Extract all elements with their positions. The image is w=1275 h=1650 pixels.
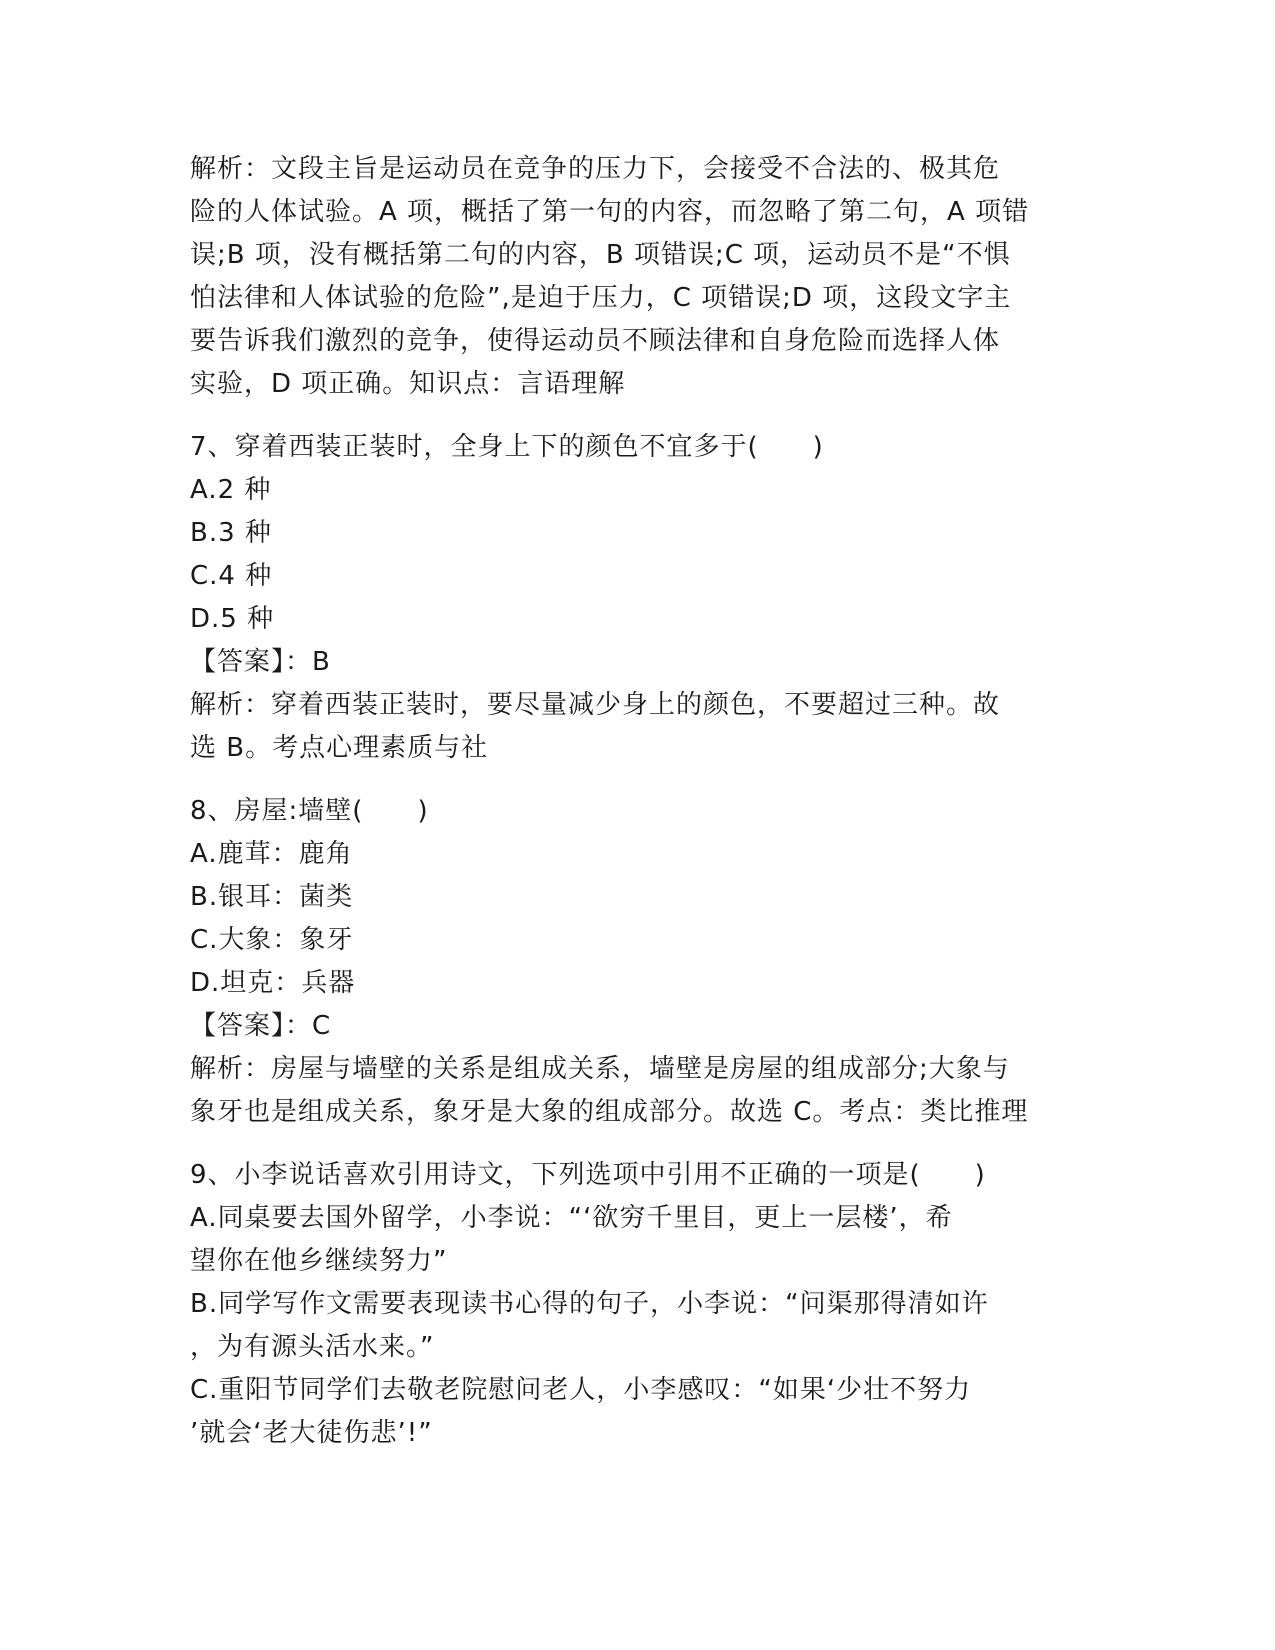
analysis-line: 选 B。考点心理素质与社 xyxy=(190,733,489,763)
option-c: C.4 种 xyxy=(190,561,273,591)
question-7 xyxy=(190,426,1090,770)
analysis-line: 象牙也是组成关系，象牙是大象的组成部分。故选 C。考点：类比推理 xyxy=(190,1097,1029,1127)
option-b: B.3 种 xyxy=(190,518,272,548)
option-a: A.鹿茸：鹿角 xyxy=(190,839,353,869)
question-text: 8、房屋:墙壁( ) xyxy=(190,796,429,826)
answer: 【答案】：B xyxy=(190,647,331,677)
answer: 【答案】：C xyxy=(190,1011,332,1041)
question-9 xyxy=(190,1154,1090,1455)
option-c: C.重阳节同学们去敬老院慰问老人，小李感叹：“如果‘少壮不努力 xyxy=(190,1375,972,1405)
q6-analysis-line: 要告诉我们激烈的竞争，使得运动员不顾法律和自身危险而选择人体 xyxy=(190,326,1001,356)
q6-analysis-line: 险的人体试验。A 项，概括了第一句的内容，而忽略了第二句，A 项错 xyxy=(190,197,1030,227)
document-content xyxy=(190,148,1090,1455)
question-text: 7、穿着西装正装时，全身上下的颜色不宜多于( ) xyxy=(190,432,824,462)
q6-analysis-line: 怕法律和人体试验的危险”,是迫于压力，C 项错误;D 项，这段文字主 xyxy=(190,283,1012,313)
question-8 xyxy=(190,790,1090,1134)
q6-analysis-line: 误;B 项，没有概括第二句的内容，B 项错误;C 项，运动员不是“不惧 xyxy=(190,240,1011,270)
option-a-cont: 望你在他乡继续努力” xyxy=(190,1246,448,1276)
option-c: C.大象：象牙 xyxy=(190,925,354,955)
option-a: A.同桌要去国外留学，小李说：“‘欲穷千里目，更上一层楼’，希 xyxy=(190,1203,953,1233)
option-d: D.坦克：兵器 xyxy=(190,968,356,998)
q6-analysis-line: 解析：文段主旨是运动员在竞争的压力下，会接受不合法的、极其危 xyxy=(190,154,1001,184)
option-d: D.5 种 xyxy=(190,604,275,634)
option-c-cont: ’就会‘老大徒伤悲’!” xyxy=(190,1418,433,1448)
option-b-cont: ，为有源头活水来。” xyxy=(190,1332,435,1362)
option-b: B.银耳：菌类 xyxy=(190,882,354,912)
option-a: A.2 种 xyxy=(190,475,272,505)
q6-analysis xyxy=(190,148,1090,406)
q6-analysis-line: 实验，D 项正确。知识点：言语理解 xyxy=(190,369,626,399)
spacer xyxy=(190,1134,1090,1154)
question-text: 9、小李说话喜欢引用诗文，下列选项中引用不正确的一项是( ) xyxy=(190,1160,986,1190)
analysis-line: 解析：穿着西装正装时，要尽量减少身上的颜色，不要超过三种。故 xyxy=(190,690,1001,720)
option-b: B.同学写作文需要表现读书心得的句子，小李说：“问渠那得清如许 xyxy=(190,1289,989,1319)
spacer xyxy=(190,406,1090,426)
analysis-line: 解析：房屋与墙壁的关系是组成关系，墙壁是房屋的组成部分;大象与 xyxy=(190,1054,1010,1084)
spacer xyxy=(190,770,1090,790)
